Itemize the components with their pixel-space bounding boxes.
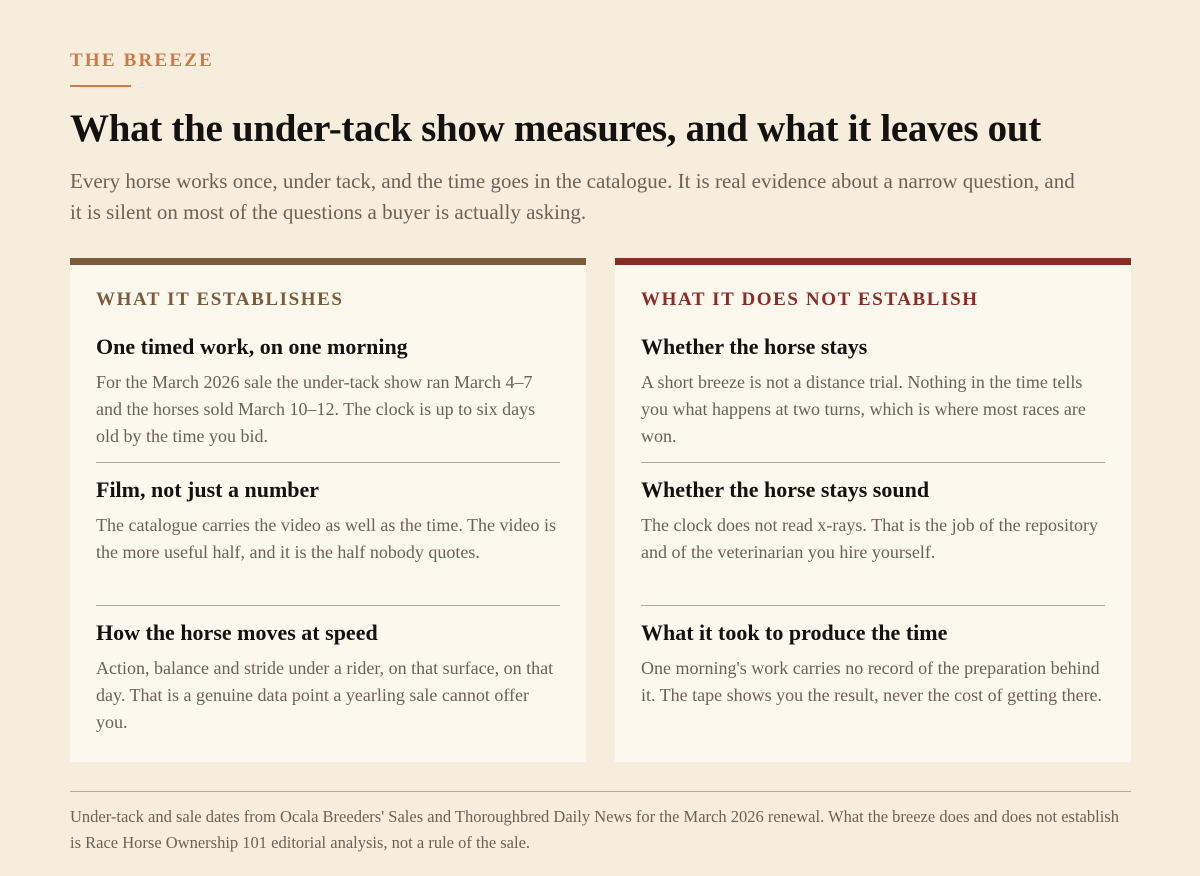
page-title: What the under-tack show measures, and what it leaves out <box>70 107 1041 150</box>
item-title: Film, not just a number <box>96 477 320 502</box>
item-title: How the horse moves at speed <box>96 620 378 645</box>
not-establish-item <box>641 476 1105 566</box>
not-establish-item <box>641 333 1105 450</box>
source-footnote: Under-tack and sale dates from Ocala Breeders' Sales and Thoroughbred Daily News for the March 2026 renewal. What the breeze does and does not establish is Race Horse Ownership 101 editorial analysis, not a rule of the sale. <box>70 807 1119 852</box>
footnote-rule <box>70 791 1131 792</box>
establishes-heading: WHAT IT ESTABLISHES <box>96 289 344 310</box>
kicker-underline <box>70 85 131 87</box>
item-body: Action, balance and stride under a rider, on that surface, on that day. That is a genuine data point a yearling sale cannot offer you. <box>96 658 554 732</box>
item-title: One timed work, on one morning <box>96 334 408 359</box>
item-body: The clock does not read x-rays. That is the job of the repository and of the veterinarian you hire yourself. <box>641 515 1099 562</box>
item-body: One morning's work carries no record of the preparation behind it. The tape shows you the result, never the cost of getting there. <box>641 658 1103 705</box>
item-body: A short breeze is not a distance trial. Nothing in the time tells you what happens at two turns, which is where most races are won. <box>641 372 1086 446</box>
item-divider <box>96 462 560 463</box>
not-establish-heading: WHAT IT DOES NOT ESTABLISH <box>641 289 979 310</box>
item-title: What it took to produce the time <box>641 620 948 645</box>
section-kicker: THE BREEZE <box>70 50 214 71</box>
item-divider <box>96 605 560 606</box>
item-divider <box>641 462 1105 463</box>
page-dek: Every horse works once, under tack, and the time goes in the catalogue. It is real evidence about a narrow question, and it is silent on most of the questions a buyer is actually asking. <box>70 169 1075 224</box>
establishes-item <box>96 333 560 450</box>
establishes-column <box>70 258 586 762</box>
establishes-item <box>96 619 560 736</box>
item-body: For the March 2026 sale the under-tack show ran March 4–7 and the horses sold March 10–12. The clock is up to six days old by the time you bid. <box>96 372 536 446</box>
not-establish-item <box>641 619 1105 709</box>
item-title: Whether the horse stays sound <box>641 477 930 502</box>
not-establish-column <box>615 258 1131 762</box>
item-body: The catalogue carries the video as well as the time. The video is the more useful half, and it is the half nobody quotes. <box>96 515 557 562</box>
establishes-item <box>96 476 560 566</box>
item-divider <box>641 605 1105 606</box>
item-title: Whether the horse stays <box>641 334 868 359</box>
